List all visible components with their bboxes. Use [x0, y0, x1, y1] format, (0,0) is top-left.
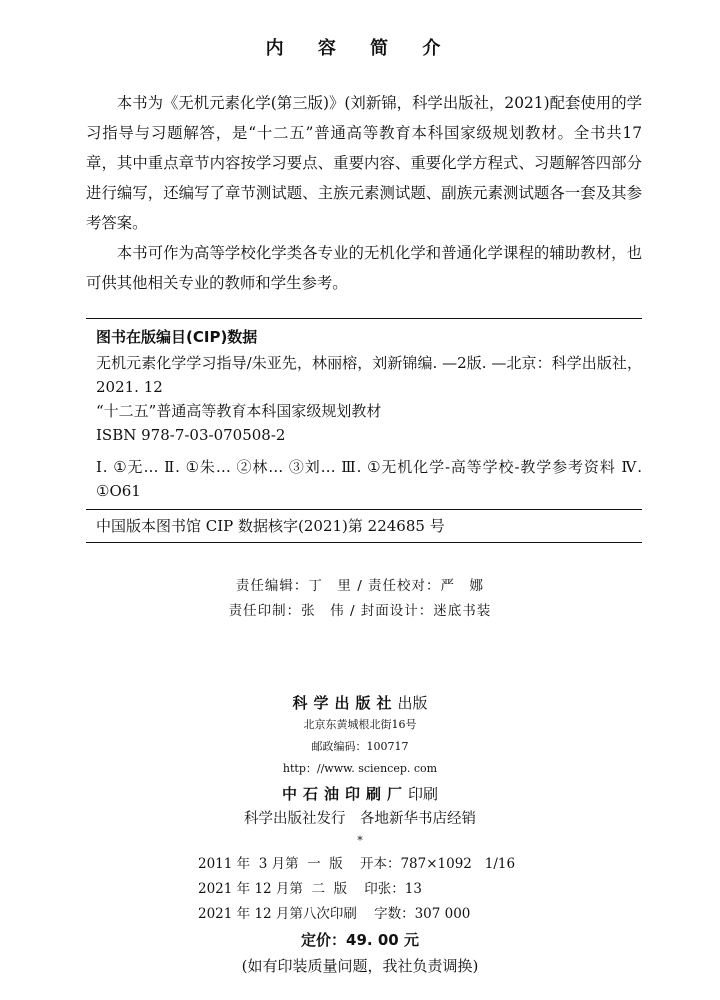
- distribution-line: 科学出版社发行 各地新华书店经销: [244, 811, 476, 827]
- edition-row-3: 2021 年 12 月第八次印刷 字数：307 000: [198, 906, 471, 922]
- cip-data-block: [86, 318, 642, 543]
- publisher-name-suffix: 出版: [397, 694, 428, 712]
- staff-credits: [0, 574, 720, 624]
- staff-line-production: 责任印制：张 伟 / 封面设计：迷底书装: [228, 603, 492, 619]
- edition-row-2: 2021 年 12 月第 二 版 印张：13: [198, 881, 422, 897]
- intro-paragraph-1: 本书为《无机元素化学(第三版)》(刘新锦，科学出版社，2021)配套使用的学习指导与习题解答，是“十二五”普通高等教育本科国家级规划教材。全书共17章，其中重点章节内容按学习要点、重要内容、重要化学方程式、习题解答四部分进行编写，还编写了章节测试题、主族元素测试题、副族元素测试题各一套及其参考答案。: [86, 94, 642, 232]
- cip-classification: Ⅰ. ①无… Ⅱ. ①朱… ②林… ③刘… Ⅲ. ①无机化学-高等学校-教学参考资料 Ⅳ. ①O61: [96, 458, 642, 500]
- cip-isbn: ISBN 978-7-03-070508-2: [96, 426, 286, 444]
- separator-star: *: [357, 834, 363, 847]
- edition-info: [198, 852, 558, 927]
- cip-divider: [86, 509, 642, 510]
- printer-suffix: 印刷: [408, 785, 439, 803]
- cip-heading: 图书在版编目(CIP)数据: [96, 328, 258, 346]
- publisher-postcode: 邮政编码：100717: [311, 740, 409, 753]
- publisher-name: 科学出版社: [292, 694, 398, 712]
- printer-line: [0, 782, 720, 806]
- staff-line-editors: 责任编辑：丁 里 / 责任校对：严 娜: [235, 578, 485, 594]
- cip-verification: 中国版本图书馆 CIP 数据核字(2021)第 224685 号: [96, 517, 445, 535]
- publisher-website: http：//www. sciencep. com: [282, 762, 438, 775]
- cip-spacer: [86, 447, 642, 455]
- publisher-block: [0, 692, 720, 850]
- printer-name: 中石油印刷厂: [281, 785, 408, 803]
- price: 定价：49. 00 元: [301, 931, 419, 949]
- cip-record: 无机元素化学学习指导/朱亚先，林丽榕，刘新锦编. —2版. —北京：科学出版社，2021. 12: [96, 354, 642, 396]
- publisher-name-line: [0, 692, 720, 714]
- quality-note: (如有印装质量问题，我社负责调换): [241, 957, 479, 975]
- intro-paragraph-2: 本书可作为高等学校化学类各专业的无机化学和普通化学课程的辅助教材，也可供其他相关专业的教师和学生参考。: [86, 244, 642, 292]
- cip-series: “十二五”普通高等教育本科国家级规划教材: [96, 402, 382, 420]
- edition-row-1: 2011 年 3 月第 一 版 开本：787×1092 1/16: [198, 856, 516, 872]
- publisher-address: 北京东黄城根北街16号: [303, 718, 417, 731]
- intro-section: [86, 88, 642, 298]
- page-title: 内 容 简 介: [265, 38, 455, 59]
